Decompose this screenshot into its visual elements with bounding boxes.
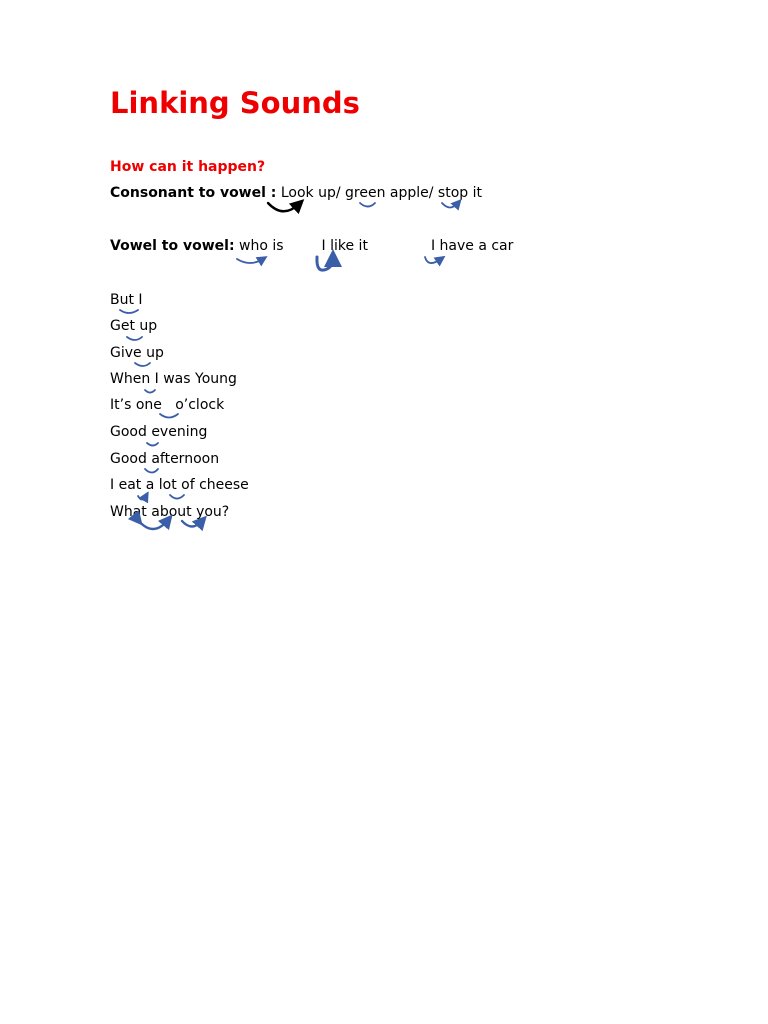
link-arc-green-apple <box>360 203 375 207</box>
example-line: Good afternoon <box>110 451 220 467</box>
example-line: What about you? <box>110 504 230 520</box>
example-line: I eat a lot of cheese <box>110 477 249 493</box>
example-line: When I was Young <box>110 371 237 387</box>
consonant-to-vowel-row <box>110 184 482 202</box>
link-arc-lot-of <box>170 495 184 499</box>
vowel-example-who-is: who is <box>239 238 284 254</box>
consonant-to-vowel-examples: Look up/ green apple/ stop it <box>280 185 482 201</box>
example-line: Get up <box>110 318 158 334</box>
example-line: It’s one o’clock <box>110 397 225 413</box>
link-arc-good-evening <box>147 443 158 446</box>
link-arc-i-have-a-car <box>425 257 441 263</box>
link-arc-what-about <box>138 520 168 529</box>
link-arc-give-up <box>135 363 150 366</box>
link-arc-when-i-was <box>145 390 155 393</box>
link-arc-one-oclock <box>160 414 178 418</box>
page-title: Linking Sounds <box>110 86 360 120</box>
vowel-to-vowel-label: Vowel to vowel: <box>110 238 235 254</box>
example-line: Good evening <box>110 424 208 440</box>
link-arc-about-you <box>182 521 202 527</box>
example-line: Give up <box>110 345 164 361</box>
link-arc-good-afternoon <box>145 469 158 473</box>
link-arc-stop-it <box>442 203 458 208</box>
link-arc-look-up <box>268 203 299 211</box>
link-arc-who-is <box>237 259 263 263</box>
consonant-to-vowel-label: Consonant to vowel : <box>110 185 277 201</box>
link-arc-i-eat <box>138 496 146 500</box>
section-subtitle: How can it happen? <box>110 159 266 175</box>
vowel-example-i-like-it: I like it <box>321 238 368 254</box>
vowel-example-i-have-a-car: I have a car <box>430 238 514 254</box>
link-arc-get-up <box>127 337 142 340</box>
vowel-to-vowel-row <box>110 237 513 255</box>
example-line: But I <box>110 292 143 308</box>
link-arc-but-i <box>120 310 138 313</box>
link-arc-i-like-it <box>317 257 333 270</box>
